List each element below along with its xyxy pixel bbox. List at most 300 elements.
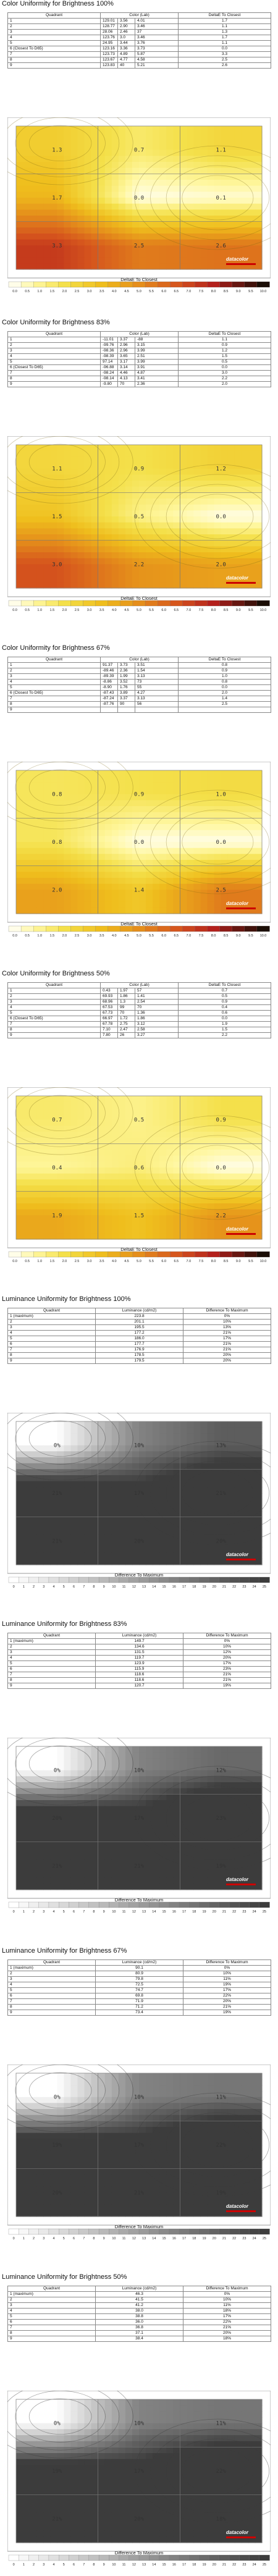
heatmap-cell	[16, 872, 23, 878]
heatmap-cell	[132, 1511, 140, 1517]
heatmap-cell	[187, 487, 194, 493]
heatmap-cell	[125, 209, 133, 216]
scale-tick-label: 23	[242, 1585, 246, 1589]
heatmap-cell	[64, 1174, 71, 1180]
heatmap-cell	[98, 457, 106, 463]
table-row	[8, 365, 271, 371]
table-cell: 4	[8, 354, 101, 360]
table-row	[8, 691, 271, 696]
heatmap-cell	[36, 534, 44, 541]
scale-tick-label: 5.5	[149, 290, 154, 293]
heatmap-cell	[166, 788, 174, 794]
heatmap-cell	[255, 1233, 263, 1239]
heatmap-cell	[221, 1499, 229, 1505]
heatmap-cell	[64, 854, 71, 860]
heatmap-cell	[50, 132, 57, 138]
heatmap-cell	[201, 263, 208, 269]
heatmap-cell	[180, 451, 187, 457]
heatmap-cell	[173, 788, 180, 794]
heatmap-cell	[105, 204, 112, 210]
heatmap-cell	[112, 1547, 119, 1553]
heatmap-cell	[78, 1511, 85, 1517]
heatmap-cell	[235, 516, 242, 523]
scale-tick-label: 10.0	[260, 290, 267, 293]
table-cell: 0.0	[179, 685, 271, 691]
heatmap-cell	[119, 860, 126, 866]
heatmap-cell	[235, 469, 242, 475]
heatmap-cell	[23, 582, 30, 588]
heatmap-cell	[64, 878, 71, 884]
heatmap-cell	[43, 1156, 51, 1162]
table-cell: 3.89	[118, 691, 135, 696]
heatmap-cell	[146, 824, 153, 830]
heatmap-cell	[173, 1197, 180, 1203]
table-cell: 8	[8, 1353, 96, 1358]
heatmap-cell	[105, 505, 112, 511]
heatmap-cell	[248, 463, 256, 469]
heatmap-cell	[78, 541, 85, 547]
heatmap-cell	[214, 1156, 222, 1162]
heatmap-cell	[228, 1120, 235, 1126]
heatmap-cell	[180, 564, 187, 570]
heatmap-cell	[125, 1559, 133, 1565]
heatmap-cell	[98, 1210, 106, 1216]
scale-tick-label: 5.5	[149, 934, 154, 938]
heatmap-cell	[112, 854, 119, 860]
heatmap-cell	[85, 1475, 92, 1481]
heatmap-cell	[187, 1523, 194, 1529]
scale-tick-label: 7.0	[187, 934, 192, 938]
heatmap-cell	[248, 902, 256, 908]
heatmap-cell	[70, 907, 78, 914]
heatmap-cell	[91, 198, 99, 204]
heatmap-cell	[91, 1197, 99, 1203]
heatmap-cell	[16, 451, 23, 457]
heatmap-cell	[248, 457, 256, 463]
heatmap-cell	[242, 1481, 249, 1488]
heatmap-cell	[23, 1132, 30, 1138]
scale-tick-label: 5.0	[137, 1260, 141, 1263]
heatmap-cell	[187, 890, 194, 896]
heatmap-cell	[180, 534, 187, 541]
heatmap-cell	[132, 552, 140, 558]
heatmap-cell	[16, 204, 23, 210]
heatmap-cell	[235, 1108, 242, 1114]
heatmap-cell	[132, 162, 140, 168]
scale-tick-label: 1.0	[37, 934, 42, 938]
heatmap-cell	[119, 854, 126, 860]
heatmap-cell	[78, 1221, 85, 1227]
table-cell: 67.78	[101, 1022, 118, 1027]
table-cell: 0%	[183, 1639, 271, 1644]
heatmap-cell	[146, 806, 153, 812]
heatmap-cell	[43, 1233, 51, 1239]
heatmap-cell	[221, 523, 229, 529]
heatmap-cell	[242, 1156, 249, 1162]
heatmap-cell	[112, 1161, 119, 1168]
heatmap-cell	[153, 1463, 160, 1470]
heatmap-cell	[57, 1481, 64, 1488]
table-header: Quadrant	[8, 657, 101, 663]
heatmap-cell	[180, 818, 187, 824]
table-row	[8, 382, 271, 387]
heatmap-cell	[70, 866, 78, 872]
heatmap-cell	[36, 552, 44, 558]
heatmap-cell	[105, 1469, 112, 1475]
heatmap-cell	[125, 884, 133, 890]
table-row	[8, 371, 271, 376]
heatmap-cell	[85, 1096, 92, 1102]
heatmap-cell	[159, 1559, 167, 1565]
heatmap-cell	[248, 451, 256, 457]
table-header: Difference To Maximum	[183, 1308, 271, 1314]
heatmap-cell	[30, 1179, 37, 1185]
heatmap-cell	[221, 1421, 229, 1428]
scale-swatch	[89, 1577, 99, 1583]
heatmap-cell	[159, 1446, 167, 1452]
scale-tick-label: 6.0	[161, 934, 166, 938]
heatmap-cell	[221, 204, 229, 210]
heatmap-cell	[173, 138, 180, 144]
heatmap-cell	[221, 552, 229, 558]
heatmap-cell	[255, 186, 263, 192]
heatmap-cell	[159, 770, 167, 777]
heatmap-cell	[166, 492, 174, 499]
heatmap-cell	[105, 263, 112, 269]
heatmap-cell	[125, 782, 133, 788]
heatmap-cell	[248, 469, 256, 475]
heatmap-cell	[70, 896, 78, 902]
table-header: Quadrant	[8, 332, 101, 337]
heatmap-cell	[112, 227, 119, 234]
scale-swatch	[58, 926, 71, 932]
heatmap-cell	[105, 1215, 112, 1221]
heatmap-cell	[153, 1156, 160, 1162]
heatmap-cell	[248, 492, 256, 499]
heatmap-cell	[214, 1553, 222, 1559]
heatmap-cell	[255, 541, 263, 547]
heatmap-cell	[193, 1481, 201, 1488]
heatmap-cell	[132, 878, 140, 884]
heatmap-cell	[57, 1108, 64, 1114]
heatmap-cell	[112, 830, 119, 836]
heatmap-cell	[180, 216, 187, 222]
heatmap-cell	[43, 1446, 51, 1452]
heatmap-cell	[242, 469, 249, 475]
heatmap-cell	[187, 1463, 194, 1470]
heatmap-cell	[64, 186, 71, 192]
heatmap-cell	[180, 824, 187, 830]
scale-swatch	[208, 600, 221, 606]
heatmap-cell	[228, 866, 235, 872]
heatmap-cell	[201, 812, 208, 819]
heatmap-cell	[78, 1541, 85, 1547]
heatmap-cell	[85, 878, 92, 884]
heatmap-cell	[193, 251, 201, 258]
heatmap-cell	[30, 860, 37, 866]
heatmap-cell	[98, 445, 106, 451]
heatmap-cell	[64, 848, 71, 854]
heatmap-cell	[119, 240, 126, 246]
heatmap-cell	[173, 1421, 180, 1428]
table-cell: 3	[8, 1325, 96, 1331]
heatmap-cell	[30, 510, 37, 516]
heatmap-cell	[255, 469, 263, 475]
heatmap-cell	[255, 1547, 263, 1553]
heatmap-cell	[30, 474, 37, 481]
heatmap-cell	[159, 1505, 167, 1511]
heatmap-cell	[214, 168, 222, 174]
table-cell: 90	[118, 702, 135, 707]
scale-tick-label: 3.0	[87, 934, 92, 938]
heatmap-cell	[146, 1197, 153, 1203]
scale-swatch	[83, 600, 96, 606]
heatmap-cell	[248, 866, 256, 872]
heatmap-cell	[50, 866, 57, 872]
heatmap-cell	[23, 1553, 30, 1559]
table-cell: 1.3	[179, 30, 271, 35]
heatmap-cell	[57, 770, 64, 777]
heatmap-cell	[70, 1143, 78, 1150]
scale-tick-label: 0.0	[12, 934, 17, 938]
heatmap-cell	[139, 806, 146, 812]
heatmap-cell	[36, 1096, 44, 1102]
heatmap-cell	[125, 860, 133, 866]
heatmap-cell	[64, 126, 71, 132]
scale-tick-label: 4.0	[112, 608, 117, 612]
heatmap-cell	[228, 836, 235, 842]
scale-swatch	[195, 1252, 208, 1257]
heatmap-cell	[139, 487, 146, 493]
quadrant-value-label: 0%	[54, 1443, 61, 1449]
scale-tick-label: 6.0	[161, 290, 166, 293]
heatmap-cell	[30, 552, 37, 558]
heatmap-cell	[228, 1499, 235, 1505]
heatmap-cell	[255, 1487, 263, 1493]
heatmap-cell	[50, 1197, 57, 1203]
heatmap-cell	[64, 1150, 71, 1156]
scale-tick-label: 6.0	[161, 1260, 166, 1263]
heatmap-cell	[36, 541, 44, 547]
scale-swatch	[59, 1577, 69, 1583]
heatmap-cell	[180, 198, 187, 204]
heatmap-cell	[57, 1475, 64, 1481]
heatmap-cell	[36, 1132, 44, 1138]
heatmap-cell	[180, 1227, 187, 1234]
scale-tick-label: 9.5	[248, 290, 253, 293]
scale-swatch	[46, 1252, 59, 1257]
heatmap-cell	[85, 1233, 92, 1239]
heatmap-cell	[23, 564, 30, 570]
heatmap-cell	[64, 546, 71, 552]
heatmap-cell	[125, 174, 133, 180]
heatmap-cell	[255, 800, 263, 806]
heatmap-cell	[85, 499, 92, 505]
heatmap-cell	[16, 830, 23, 836]
scale-swatch	[170, 600, 183, 606]
heatmap-cell	[36, 1559, 44, 1565]
heatmap-cell	[208, 138, 215, 144]
heatmap-cell	[78, 836, 85, 842]
heatmap-cell	[201, 770, 208, 777]
heatmap-cell	[248, 1505, 256, 1511]
heatmap-cell	[248, 234, 256, 240]
heatmap-cell	[166, 1559, 174, 1565]
heatmap-cell	[98, 860, 106, 866]
heatmap-cell	[159, 174, 167, 180]
heatmap-cell	[16, 251, 23, 258]
heatmap-cell	[248, 251, 256, 258]
heatmap-cell	[119, 1185, 126, 1192]
table-cell: 0.43	[101, 988, 118, 994]
heatmap-cell	[36, 1161, 44, 1168]
heatmap-cell	[125, 1553, 133, 1559]
heatmap-cell	[139, 222, 146, 228]
heatmap-cell	[91, 216, 99, 222]
heatmap-cell	[228, 1150, 235, 1156]
heatmap-cell	[30, 1227, 37, 1234]
heatmap-cell	[112, 902, 119, 908]
scale-tick-label: 8.0	[211, 608, 216, 612]
heatmap-cell	[50, 1192, 57, 1198]
scale-tick-label: 8.5	[224, 608, 229, 612]
table-cell: 176.9	[96, 1347, 183, 1353]
heatmap-cell	[248, 1203, 256, 1210]
heatmap-cell	[16, 216, 23, 222]
heatmap-cell	[235, 1529, 242, 1535]
heatmap-cell	[146, 1457, 153, 1463]
table-cell: -9.80	[101, 382, 118, 387]
heatmap-cell	[16, 534, 23, 541]
heatmap-cell	[16, 192, 23, 198]
heatmap-cell	[112, 516, 119, 523]
heatmap-cell	[146, 1126, 153, 1132]
table-cell: 69.93	[101, 994, 118, 1000]
scale-swatch	[108, 1252, 121, 1257]
heatmap-cell	[36, 1553, 44, 1559]
heatmap-cell	[228, 1439, 235, 1446]
heatmap-cell	[36, 1428, 44, 1434]
heatmap-cell	[91, 505, 99, 511]
heatmap-cell	[132, 126, 140, 132]
heatmap-cell	[139, 1475, 146, 1481]
heatmap-cell	[193, 263, 201, 269]
heatmap-cell	[16, 1156, 23, 1162]
heatmap-cell	[187, 848, 194, 854]
heatmap-cell	[70, 516, 78, 523]
scale-swatch	[245, 1252, 258, 1257]
scale-tick-label: 12	[132, 1585, 136, 1589]
heatmap-cell	[153, 1553, 160, 1559]
heatmap-cell	[242, 492, 249, 499]
heatmap-cell	[180, 1108, 187, 1114]
heatmap-cell	[180, 896, 187, 902]
heatmap-cell	[125, 1499, 133, 1505]
heatmap-cell	[180, 492, 187, 499]
heatmap-cell	[201, 499, 208, 505]
table-cell: 5.87	[135, 52, 179, 57]
heatmap-cell	[235, 451, 242, 457]
heatmap-cell	[43, 1547, 51, 1553]
heatmap-cell	[98, 487, 106, 493]
heatmap-cell	[36, 806, 44, 812]
heatmap-cell	[30, 1150, 37, 1156]
heatmap-cell	[173, 830, 180, 836]
heatmap-cell	[57, 1433, 64, 1439]
scale-tick-label: 7.5	[199, 290, 204, 293]
heatmap-cell	[139, 451, 146, 457]
heatmap-cell	[64, 1511, 71, 1517]
heatmap-cell	[132, 782, 140, 788]
heatmap-cell	[153, 492, 160, 499]
quadrant-value-label: 2.0	[216, 562, 226, 568]
heatmap-cell	[91, 872, 99, 878]
uniformity-heatmap-svg	[7, 436, 271, 621]
heatmap-cell	[70, 174, 78, 180]
scale-tick-label: 24	[253, 1585, 256, 1589]
scale-swatch	[257, 282, 270, 287]
heatmap-cell	[85, 1174, 92, 1180]
table-cell: 3.51	[135, 663, 179, 668]
heatmap-cell	[146, 860, 153, 866]
scale-swatch	[9, 1252, 22, 1257]
heatmap-cell	[242, 1511, 249, 1517]
heatmap-cell	[235, 782, 242, 788]
heatmap-cell	[228, 1446, 235, 1452]
heatmap-cell	[193, 1487, 201, 1493]
data-table	[7, 331, 271, 387]
heatmap-cell	[139, 1221, 146, 1227]
heatmap-cell	[132, 227, 140, 234]
heatmap-cell	[112, 558, 119, 565]
heatmap-cell	[208, 198, 215, 204]
scale-swatch	[139, 1577, 150, 1583]
heatmap-cell	[112, 510, 119, 516]
heatmap-cell	[242, 457, 249, 463]
heatmap-cell	[193, 541, 201, 547]
heatmap-cell	[70, 1505, 78, 1511]
heatmap-cell	[166, 890, 174, 896]
heatmap-cell	[50, 824, 57, 830]
table-cell: 20%	[183, 1358, 271, 1364]
heatmap-cell	[255, 251, 263, 258]
heatmap-cell	[112, 1469, 119, 1475]
heatmap-cell	[119, 457, 126, 463]
heatmap-cell	[208, 251, 215, 258]
heatmap-cell	[201, 794, 208, 801]
heatmap-cell	[173, 510, 180, 516]
heatmap-cell	[242, 1185, 249, 1192]
heatmap-cell	[125, 1493, 133, 1499]
heatmap-cell	[125, 866, 133, 872]
heatmap-cell	[43, 777, 51, 783]
heatmap-cell	[43, 830, 51, 836]
scale-tick-label: 1.5	[50, 1260, 55, 1263]
heatmap-cell	[85, 192, 92, 198]
heatmap-cell	[119, 192, 126, 198]
heatmap-cell	[139, 848, 146, 854]
datacolor-logo-text: datacolor	[226, 256, 249, 262]
heatmap-cell	[85, 469, 92, 475]
heatmap-cell	[132, 156, 140, 162]
heatmap-cell	[105, 1428, 112, 1434]
heatmap-cell	[119, 824, 126, 830]
heatmap-cell	[23, 1174, 30, 1180]
heatmap-cell	[70, 770, 78, 777]
heatmap-cell	[193, 570, 201, 576]
heatmap-cell	[139, 1132, 146, 1138]
heatmap-cell	[125, 1203, 133, 1210]
